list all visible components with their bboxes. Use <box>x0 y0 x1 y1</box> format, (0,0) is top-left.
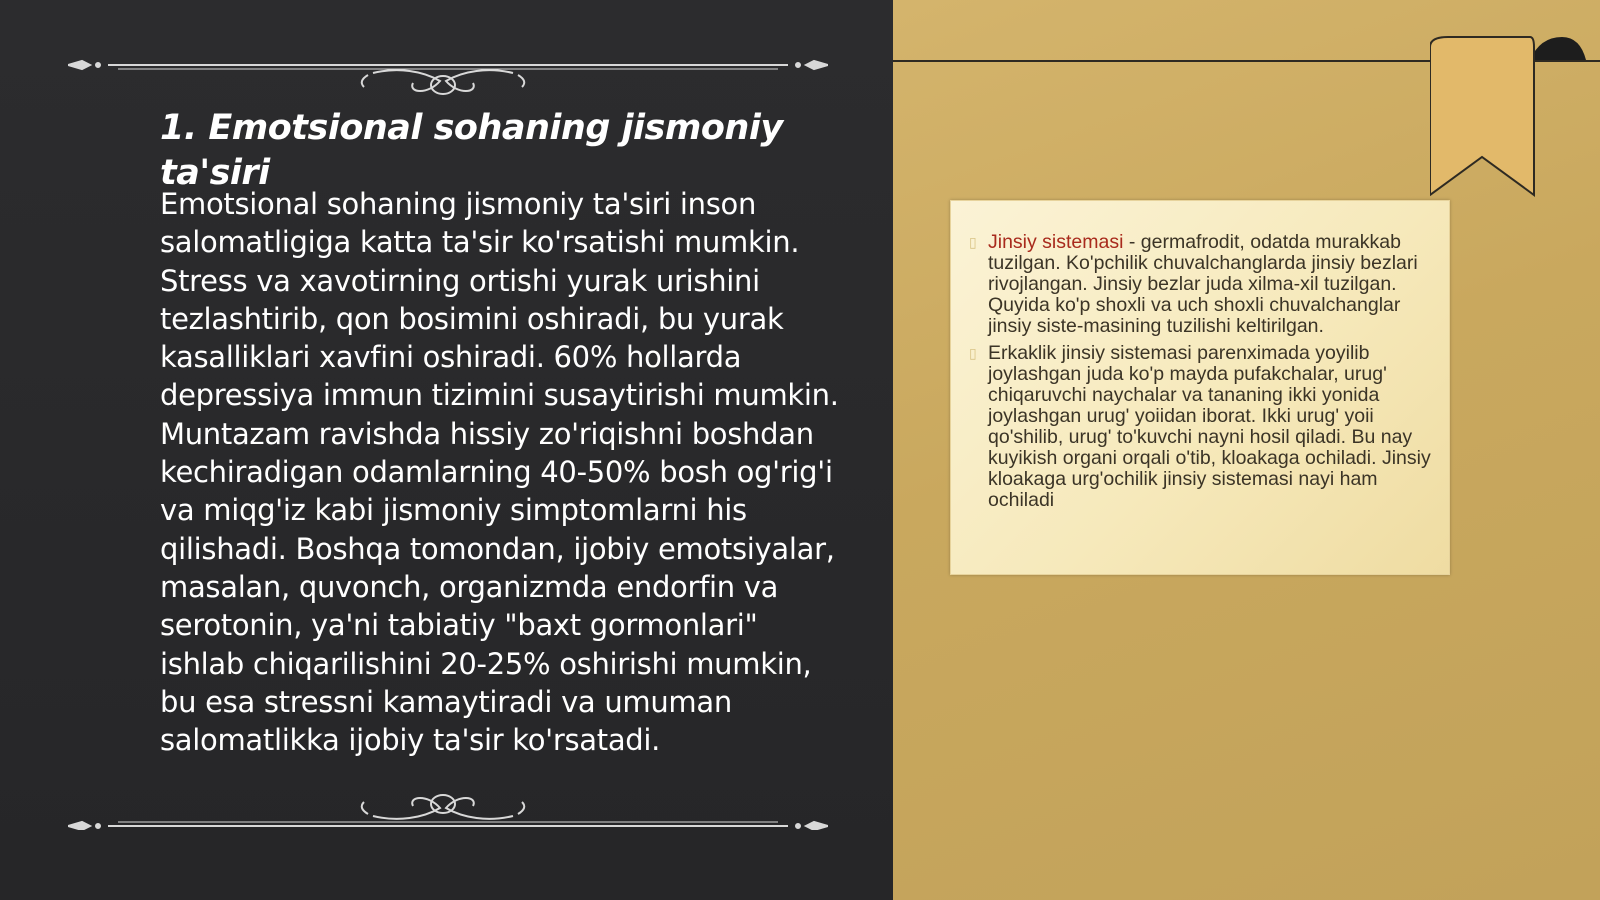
note-text: Erkaklik jinsiy sistemasi parenximada yoyilib joylashgan juda ko'p mayda pufakchalar, urug' chiqaruvchi naychalar va tananing ikki yonida joylashgan urug' yoiidan iborat. Ikki urug' yoii qo'shilib, urug' to'kuvchi nayni hosil qiladi. Bu nay kuyikish organi orqali o'tib, kloakaga ochiladi. Jinsiy kloakaga urg'ochilik jinsiy sistemasi nayi ham ochiladi <box>988 342 1431 511</box>
note-card <box>950 200 1450 575</box>
top-ornament-divider <box>68 45 828 95</box>
bullet-icon: ▯ <box>969 345 977 361</box>
note-term: Jinsiy sistemasi <box>988 231 1124 253</box>
bullet-icon: ▯ <box>969 234 977 250</box>
note-item <box>969 231 1432 337</box>
note-item <box>969 342 1432 511</box>
slide-title: 1. Emotsional sohaning jismoniy ta'siri <box>160 108 783 193</box>
slide-body-text: Emotsional sohaning jismoniy ta'siri inson salomatligiga katta ta'sir ko'rsatishi mumkin. Stress va xavotirning ortishi yurak urishini tezlashtirib, qon bosimini oshiradi, bu yurak kasalliklari xavfini oshiradi. 60% hollarda depressiya immun tizimini susaytirishi mumkin. Muntazam ravishda hissiy zo'riqishni boshdan kechiradigan odamlarning 40-50% bosh og'rig'i va miqg'iz kabi jismoniy simptomlarni his qilishadi. Boshqa tomondan, ijobiy emotsiyalar, masalan, quvonch, organizmda endorfin va serotonin, ya'ni tabiatiy "baxt gormonlari" ishlab chiqarilishini 20-25% oshirishi mumkin, bu esa stressni kamaytiradi va umuman salomatlikka ijobiy ta'sir ko'rsatadi. <box>160 187 839 758</box>
note-text: - germafrodit, odatda murakkab tuzilgan. Ko'pchilik chuvalchanglarda jinsiy bezlari rivojlangan. Jinsiy bezlar juda xilma-xil tuzilgan. Quyida ko'p shoxli va uch shoxli chuvalchanglar jinsiy siste-masining tuzilishi keltirilgan. <box>988 231 1418 337</box>
note-list <box>950 200 1450 511</box>
bottom-ornament-divider <box>68 780 828 830</box>
bookmark-ribbon-icon <box>1430 35 1600 200</box>
